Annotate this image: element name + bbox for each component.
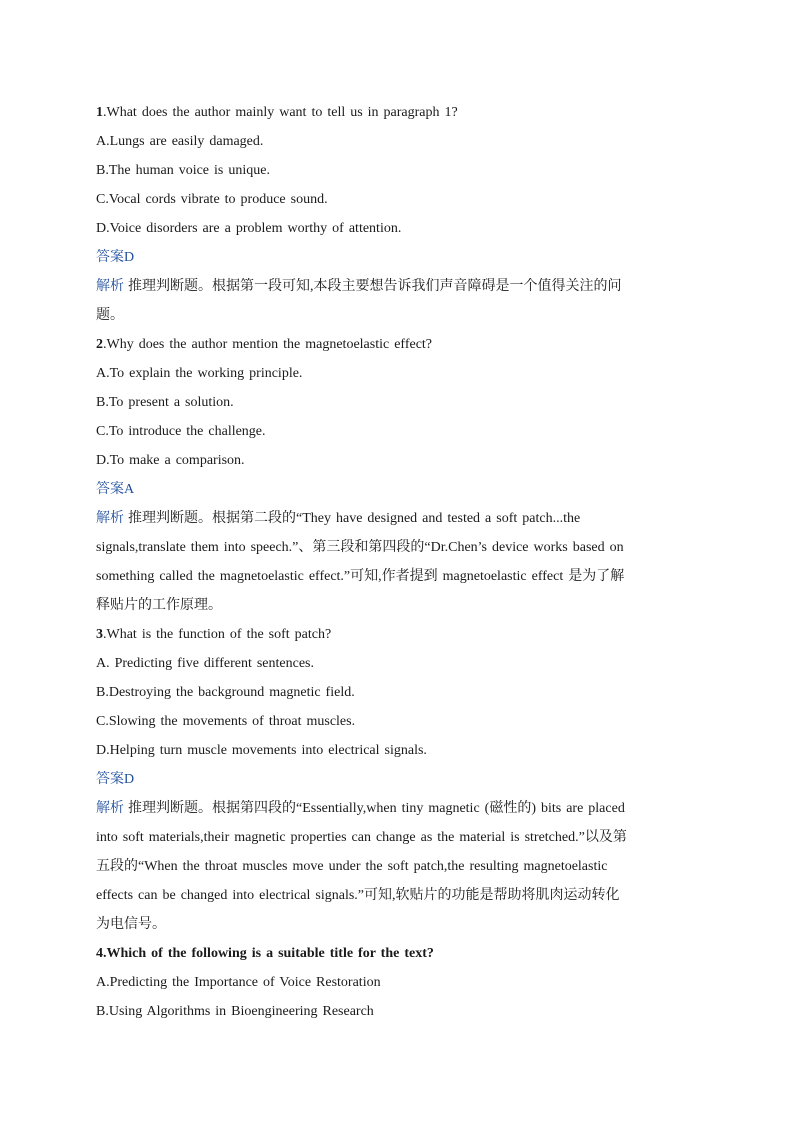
analysis-text: 推理判断题。根据第四段的“Essentially,when tiny magnetic (磁性的) bits are placed xyxy=(128,801,625,816)
analysis-line xyxy=(96,533,698,562)
question-number: 3 xyxy=(96,627,103,642)
analysis-line xyxy=(96,562,698,591)
question-text: .Why does the author mention the magnetoelastic effect? xyxy=(103,337,433,352)
analysis-label: 解析 xyxy=(96,510,124,526)
analysis-line xyxy=(96,591,698,620)
question-stem xyxy=(96,330,698,359)
analysis-line xyxy=(96,504,698,533)
analysis-text: 为电信号。 xyxy=(96,917,166,932)
answer-line xyxy=(96,475,698,504)
analysis-line xyxy=(96,881,698,910)
question-text: .Which of the following is a suitable title for the text? xyxy=(103,946,434,961)
analysis-label: 解析 xyxy=(96,800,124,816)
question-list xyxy=(96,98,698,1026)
option-c: C.Vocal cords vibrate to produce sound. xyxy=(96,192,328,207)
question-4 xyxy=(96,939,698,1026)
analysis-text: signals,translate them into speech.”、第三段和第四段的“Dr.Chen’s device works based on xyxy=(96,540,624,555)
analysis-line xyxy=(96,301,698,330)
option-d: D.Helping turn muscle movements into electrical signals. xyxy=(96,743,427,758)
analysis-text: 释贴片的工作原理。 xyxy=(96,598,222,613)
question-stem xyxy=(96,939,698,968)
analysis-text: something called the magnetoelastic effect.”可知,作者提到 magnetoelastic effect 是为了解 xyxy=(96,569,625,584)
question-number: 4 xyxy=(96,946,103,961)
option-c: C.Slowing the movements of throat muscles. xyxy=(96,714,356,729)
answer-label: 答案 xyxy=(96,771,124,787)
option-a: A.Predicting the Importance of Voice Restoration xyxy=(96,975,381,990)
answer-value: A xyxy=(124,482,135,497)
question-text: .What does the author mainly want to tell us in paragraph 1? xyxy=(103,105,458,120)
question-2 xyxy=(96,330,698,620)
analysis-text: 推理判断题。根据第二段的“They have designed and tested a soft patch...the xyxy=(128,511,581,526)
answer-line xyxy=(96,243,698,272)
analysis-text: 题。 xyxy=(96,308,124,323)
question-1 xyxy=(96,98,698,330)
option-a: A.Lungs are easily damaged. xyxy=(96,134,264,149)
analysis-line xyxy=(96,910,698,939)
option-a: A. Predicting five different sentences. xyxy=(96,656,315,671)
analysis-line xyxy=(96,794,698,823)
answer-value: D xyxy=(124,772,135,787)
answer-label: 答案 xyxy=(96,249,124,265)
analysis-text: 五段的“When the throat muscles move under the soft patch,the resulting magnetoelastic xyxy=(96,859,608,874)
option-d: D.Voice disorders are a problem worthy of attention. xyxy=(96,221,402,236)
analysis-line xyxy=(96,823,698,852)
option-b: B.The human voice is unique. xyxy=(96,163,270,178)
option-a: A.To explain the working principle. xyxy=(96,366,303,381)
analysis-label: 解析 xyxy=(96,278,124,294)
answer-value: D xyxy=(124,250,135,265)
analysis-text: 推理判断题。根据第一段可知,本段主要想告诉我们声音障碍是一个值得关注的问 xyxy=(128,279,622,294)
answer-line xyxy=(96,765,698,794)
analysis-line xyxy=(96,272,698,301)
option-b: B.Using Algorithms in Bioengineering Research xyxy=(96,1004,374,1019)
question-number: 2 xyxy=(96,337,103,352)
question-text: .What is the function of the soft patch? xyxy=(103,627,332,642)
question-stem xyxy=(96,98,698,127)
question-stem xyxy=(96,620,698,649)
analysis-line xyxy=(96,852,698,881)
option-d: D.To make a comparison. xyxy=(96,453,245,468)
question-number: 1 xyxy=(96,105,103,120)
option-c: C.To introduce the challenge. xyxy=(96,424,266,439)
answer-label: 答案 xyxy=(96,481,124,497)
analysis-text: effects can be changed into electrical signals.”可知,软贴片的功能是帮助将肌肉运动转化 xyxy=(96,888,620,903)
option-b: B.Destroying the background magnetic field. xyxy=(96,685,355,700)
question-3 xyxy=(96,620,698,939)
option-b: B.To present a solution. xyxy=(96,395,234,410)
analysis-text: into soft materials,their magnetic properties can change as the material is stretched.”以及第 xyxy=(96,830,627,845)
